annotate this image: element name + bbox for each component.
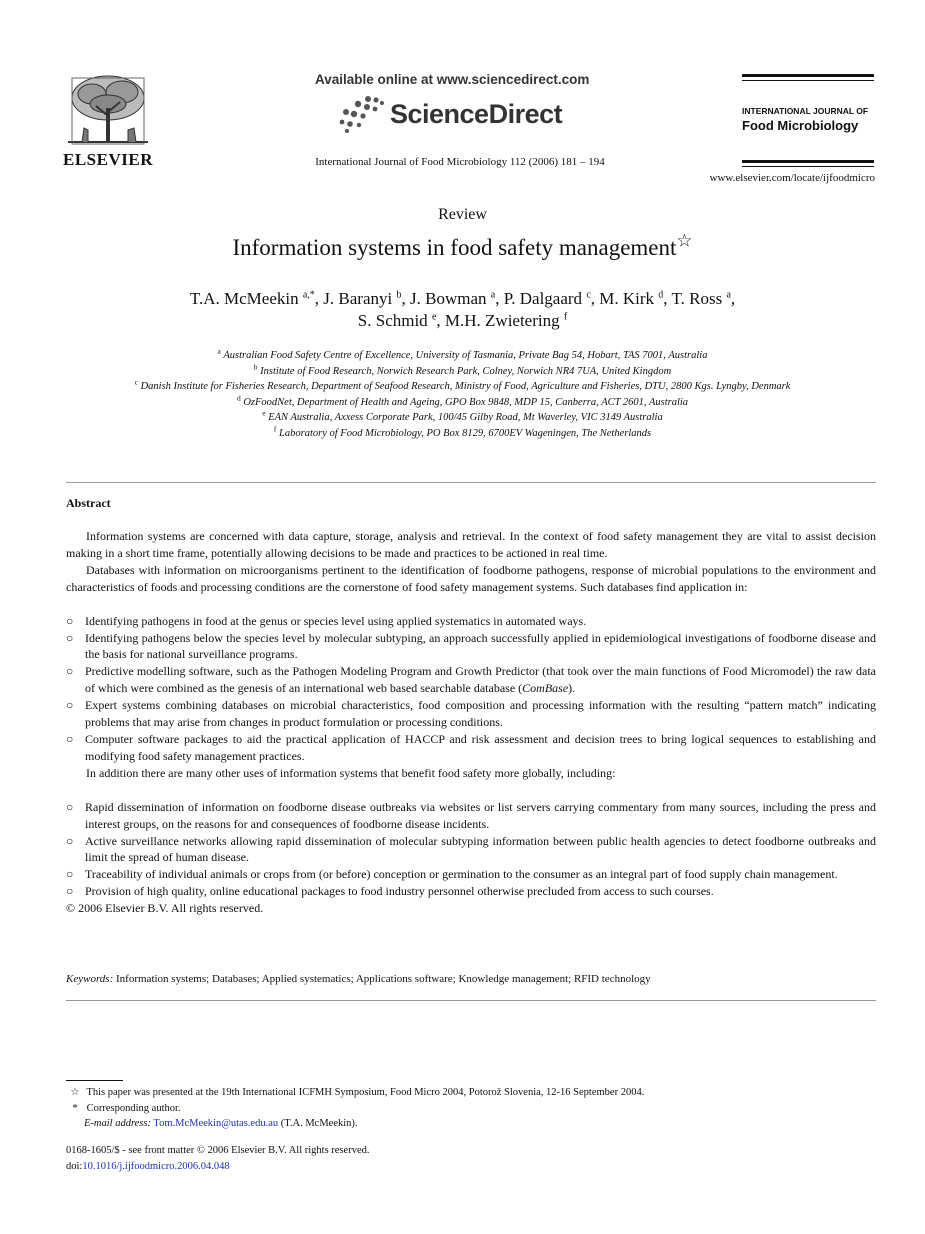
author-list-line2: S. Schmid $^e$, M.H. Zwietering $^f$: [357, 311, 568, 330]
journal-citation: International Journal of Food Microbiology 112 (2006) 181 – 194: [315, 156, 605, 168]
affiliation-mark: f: [273, 424, 277, 434]
affiliation: [0, 410, 925, 426]
affiliation-text: Institute of Food Research, Norwich Research Park, Colney, Norwich NR4 7UA, United Kingdom: [260, 365, 672, 377]
available-online-text: Available online at www.sciencedirect.com: [315, 72, 590, 87]
list-item-text: Traceability of individual animals or crops from (or before) conception or germination to the consumer as an integral part of food supply chain management.: [85, 867, 838, 882]
list-item: [66, 663, 876, 697]
affiliation-mark: c: [134, 377, 138, 387]
author-affiliation-mark[interactable]: f: [563, 311, 568, 323]
affiliation-text: OzFoodNet, Department of Health and Ageing, GPO Box 9848, MDP 15, Canberra, ACT 2601, Australia: [243, 396, 689, 408]
article-title-text: Information systems in food safety management: [232, 235, 677, 260]
affiliation-text: EAN Australia, Axxess Corporate Park, 100/45 Gilby Road, Mt Waverley, VIC 3149 Australia: [268, 412, 663, 424]
author-name: J. Bowman: [409, 289, 487, 308]
list-item-text: Identifying pathogens below the species level by molecular subtyping, an approach successfully applied in epidemiological investigations of foodborne disease and the basis for national surveillance programs.: [85, 630, 876, 662]
list-item: [66, 833, 876, 867]
affiliation: [0, 379, 925, 395]
journal-name-line1: INTERNATIONAL JOURNAL OF: [742, 106, 869, 116]
copyright-notice: © 2006 Elsevier B.V. All rights reserved.: [66, 901, 264, 916]
journal-rule-bottom-thin: [742, 166, 874, 167]
author-name: P. Dalgaard: [503, 289, 583, 308]
affiliation-mark: e: [262, 408, 266, 418]
doi-line: [66, 1159, 566, 1175]
list-item-text: Predictive modelling software, such as the Pathogen Modeling Program and Growth Predictor (that took over the main functions of Food Micromodel) the raw data of which were combined as the genesis of an international web based searchable database (ComBase).: [85, 664, 876, 696]
author-name: S. Schmid: [357, 311, 428, 330]
list-item: [66, 799, 876, 833]
sciencedirect-wordmark: ScienceDirect: [390, 98, 563, 129]
footnote-corresponding: [66, 1101, 876, 1117]
circle-bullet-icon: ○: [66, 731, 74, 746]
title-footnote-mark[interactable]: ☆: [676, 230, 693, 251]
list-item-text: Expert systems combining databases on microbial characteristics, food composition and processing information with the resulting “pattern match” indicating problems that may arise from changes in product formulation or processing conditions.: [85, 698, 876, 730]
author-affiliation-mark[interactable]: a: [726, 289, 731, 301]
circle-bullet-icon: ○: [66, 884, 74, 899]
doi-label: doi:: [66, 1160, 83, 1172]
footnote-asterisk-mark: *: [72, 1102, 78, 1114]
footnotes: [66, 1085, 876, 1132]
abstract-paragraph: In addition there are many other uses of information systems that benefit food safety more globally, including:: [86, 765, 616, 780]
list-item-text: Active surveillance networks allowing rapid dissemination of molecular subtyping information between public health agencies to detect foodborne outbreaks and limit the spread of human disease.: [85, 833, 876, 865]
abstract-heading: Abstract: [66, 496, 111, 510]
elsevier-tree-icon: [62, 72, 154, 150]
journal-url-link[interactable]: www.elsevier.com/locate/ijfoodmicro: [709, 172, 875, 184]
footnote-rule: [66, 1080, 123, 1081]
affiliation-mark: a: [217, 346, 221, 356]
author-name: M.H. Zwietering: [444, 311, 560, 330]
list-item-text: Rapid dissemination of information on foodborne disease outbreaks via websites or list servers carrying commentary from many sources, including the press and interest groups, on the reasons for and consequences of foodborne disease incidents.: [85, 799, 876, 831]
email-owner: (T.A. McMeekin).: [280, 1118, 358, 1129]
list-item: [66, 613, 876, 630]
circle-bullet-icon: ○: [66, 833, 74, 848]
author-name: M. Kirk: [599, 289, 655, 308]
author-name: J. Baranyi: [323, 289, 393, 308]
circle-bullet-icon: ○: [66, 867, 74, 882]
affiliation-text: Laboratory of Food Microbiology, PO Box 8129, 6700EV Wageningen, The Netherlands: [279, 427, 652, 439]
global-uses-list: [66, 799, 876, 900]
affiliation: [0, 348, 925, 364]
publisher-name: ELSEVIER: [63, 150, 153, 169]
author-affiliation-mark[interactable]: c: [586, 289, 591, 301]
journal-rule-bottom: [742, 160, 874, 163]
abstract-top-rule: [66, 482, 876, 483]
author-name: T. Ross: [671, 289, 723, 308]
author-affiliation-mark[interactable]: d: [658, 289, 664, 301]
front-matter: [66, 1143, 566, 1174]
list-item-text: Identifying pathogens in food at the genus or species level using applied systematics in automated ways.: [85, 613, 587, 628]
circle-bullet-icon: ○: [66, 698, 74, 713]
circle-bullet-icon: ○: [66, 799, 74, 814]
footnote-star-mark: ☆: [70, 1087, 80, 1098]
footnote-corresponding-text: Corresponding author.: [86, 1102, 181, 1114]
author-email-link[interactable]: Tom.McMeekin@utas.edu.au: [153, 1118, 279, 1129]
list-item: [66, 883, 876, 900]
keywords-label: Keywords:: [66, 973, 114, 985]
footnote-presented-text: This paper was presented at the 19th International ICFMH Symposium, Food Micro 2004, Potorož Slovenia, 12-16 September 2004.: [86, 1087, 645, 1098]
author-name: T.A. McMeekin: [189, 289, 299, 308]
affiliation-mark: d: [236, 393, 241, 403]
circle-bullet-icon: ○: [66, 664, 74, 679]
article-type: Review: [438, 206, 487, 223]
author-list-line1: T.A. McMeekin $^{a,*}$, J. Baranyi $^b$, J. Bowman $^a$, P. Dalgaard $^c$, M. Kirk $^d$, T. Ross $^a$,: [189, 289, 736, 308]
abstract-paragraph: Information systems are concerned with data capture, storage, analysis and retrieval. In the context of food safety management they are vital to assist decision making in a short time frame, potentially allowing decisions to be made and practices to be actioned in real time.: [66, 529, 876, 560]
author-affiliation-mark[interactable]: b: [396, 289, 402, 301]
email-label: E-mail address:: [84, 1118, 151, 1129]
affiliations: [0, 348, 925, 442]
keywords-text: Information systems; Databases; Applied systematics; Applications software; Knowledge management; RFID technology: [116, 973, 651, 985]
abstract-body: [66, 528, 876, 917]
journal-rule-top-thin: [742, 80, 874, 81]
author-affiliation-mark[interactable]: a,*: [302, 289, 315, 301]
list-item: [66, 697, 876, 731]
list-item: [66, 866, 876, 883]
application-list: [66, 613, 876, 765]
list-item: [66, 731, 876, 765]
affiliation-text: Danish Institute for Fisheries Research, Department of Seafood Research, Ministry of Food, Agriculture and Fisheries, DTU, 2800 Kgs. Lyngby, Denmark: [140, 381, 791, 393]
sciencedirect-dots-icon: [338, 94, 386, 134]
article-title: [0, 230, 925, 261]
journal-name-line2: Food Microbiology: [742, 118, 859, 133]
footnote-presented: [66, 1085, 876, 1101]
author-affiliation-mark[interactable]: e: [431, 311, 437, 323]
list-item-text: Computer software packages to aid the practical application of HACCP and risk assessment and decision trees to bring logical sequences to establishing and modifying food safety management practices.: [85, 731, 876, 763]
sciencedirect-logo[interactable]: [338, 94, 562, 134]
affiliation-text: Australian Food Safety Centre of Excellence, University of Tasmania, Private Bag 54, Hobart, TAS 7001, Australia: [223, 350, 708, 361]
author-affiliation-mark[interactable]: a: [490, 289, 496, 301]
affiliation: [0, 364, 925, 380]
abstract-bottom-rule: [66, 1000, 876, 1001]
keywords: [66, 973, 876, 985]
footnote-email: [66, 1116, 876, 1132]
circle-bullet-icon: ○: [66, 613, 74, 628]
abstract-paragraph: Databases with information on microorganisms pertinent to the identification of foodborne pathogens, response of microbial populations to the environment and characteristics of foods and processing conditions are the cornerstone of food safety management systems. Such databases find application in:: [66, 562, 876, 594]
circle-bullet-icon: ○: [66, 630, 74, 645]
affiliation: [0, 426, 925, 442]
issn-line: 0168-1605/$ - see front matter © 2006 Elsevier B.V. All rights reserved.: [66, 1145, 370, 1156]
list-item: [66, 630, 876, 664]
list-item-text: Provision of high quality, online educational packages to food industry personnel otherwise precluded from access to such courses.: [85, 884, 714, 899]
affiliation-mark: b: [253, 362, 258, 372]
journal-rule-top: [742, 74, 874, 77]
affiliation: [0, 395, 925, 411]
doi-link[interactable]: 10.1016/j.ijfoodmicro.2006.04.048: [82, 1160, 230, 1172]
